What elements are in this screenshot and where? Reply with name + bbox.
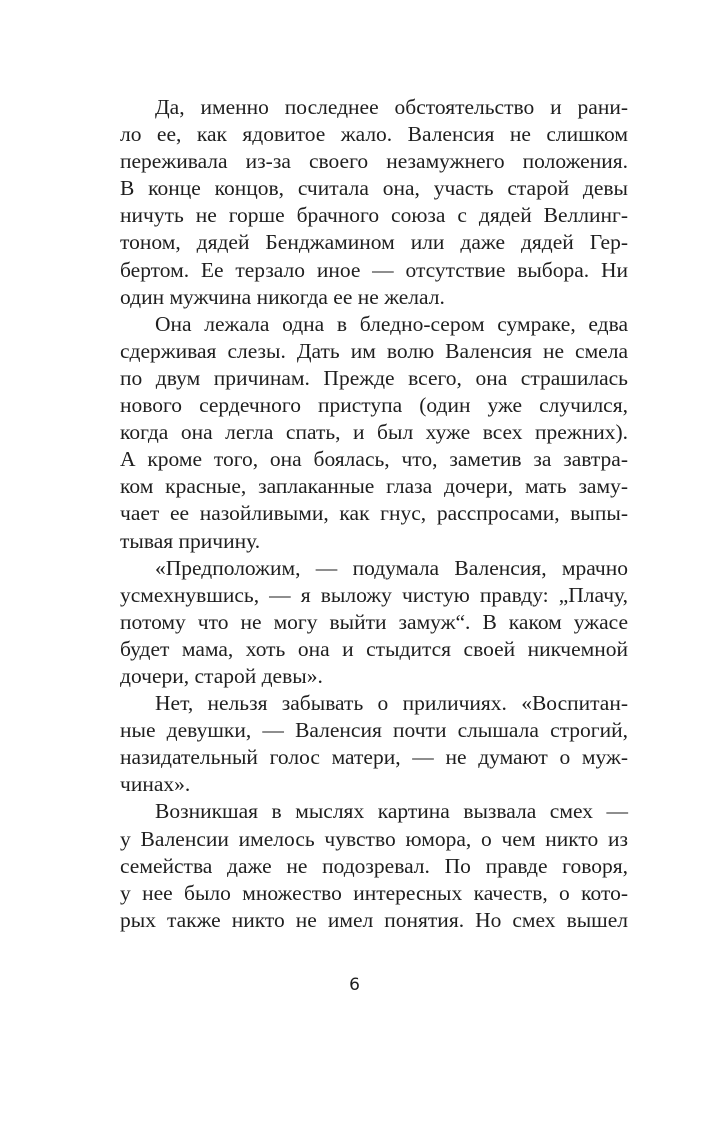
- text-line: ничуть не горше брачного союза с дядей Веллинг-: [120, 203, 628, 228]
- text-line: семейства даже не подозревал. По правде говоря,: [120, 853, 628, 878]
- text-line: будет мама, хоть она и стыдится своей никчемной: [120, 636, 628, 661]
- text-line: ло ее, как ядовитое жало. Валенсия не слишком: [120, 122, 628, 147]
- paragraph: [120, 798, 628, 933]
- text-line: В конце концов, считала она, участь старой девы: [120, 176, 628, 201]
- book-page-text: [120, 94, 628, 934]
- text-line: ком красные, заплаканные глаза дочери, мать заму-: [120, 474, 628, 499]
- text-line: ные девушки, — Валенсия почти слышала строгий,: [120, 718, 628, 743]
- text-line: Да, именно последнее обстоятельство и рани-: [155, 95, 628, 119]
- text-line: тывая причину.: [120, 528, 261, 553]
- text-line: Возникшая в мыслях картина вызвала смех —: [155, 799, 628, 824]
- paragraph: [120, 555, 628, 690]
- text-line: усмехнувшись, — я выложу чистую правду: „Плачу,: [120, 582, 628, 607]
- text-line: потому что не могу выйти замуж“. В каком ужасе: [120, 609, 628, 634]
- text-line: один мужчина никогда ее не желал.: [120, 284, 445, 309]
- text-line: «Предположим, — подумала Валенсия, мрачно: [155, 555, 628, 580]
- text-line: когда она легла спать, и был хуже всех прежних).: [120, 420, 628, 445]
- text-line: переживала из-за своего незамужнего положения.: [120, 149, 628, 174]
- text-line: рых также никто не имел понятия. Но смех вышел: [120, 907, 628, 932]
- text-line: А кроме того, она боялась, что, заметив за завтра-: [120, 447, 628, 472]
- text-line: сдерживая слезы. Дать им волю Валенсия не смела: [120, 338, 628, 363]
- text-line: у нее было множество интересных качеств, о кото-: [120, 880, 628, 905]
- text-line: нового сердечного приступа (один уже случился,: [120, 393, 628, 418]
- text-line: бертом. Ее терзало иное — отсутствие выбора. Ни: [120, 257, 628, 282]
- paragraph: [120, 311, 628, 555]
- paragraph: [120, 690, 628, 798]
- text-line: дочери, старой девы».: [120, 663, 323, 688]
- page-number: 6: [349, 975, 360, 995]
- text-line: чинах».: [120, 772, 191, 797]
- text-line: Нет, нельзя забывать о приличиях. «Воспитан-: [155, 691, 628, 716]
- paragraph: [120, 94, 628, 311]
- text-line: назидательный голос матери, — не думают о муж-: [120, 745, 628, 770]
- text-line: по двум причинам. Прежде всего, она страшилась: [120, 365, 628, 390]
- text-line: Она лежала одна в бледно-сером сумраке, едва: [155, 311, 628, 336]
- text-line: тоном, дядей Бенджамином или даже дядей Гер-: [120, 230, 628, 255]
- text-line: чает ее назойливыми, как гнус, расспросами, выпы-: [120, 501, 628, 526]
- text-line: у Валенсии имелось чувство юмора, о чем никто из: [120, 826, 628, 851]
